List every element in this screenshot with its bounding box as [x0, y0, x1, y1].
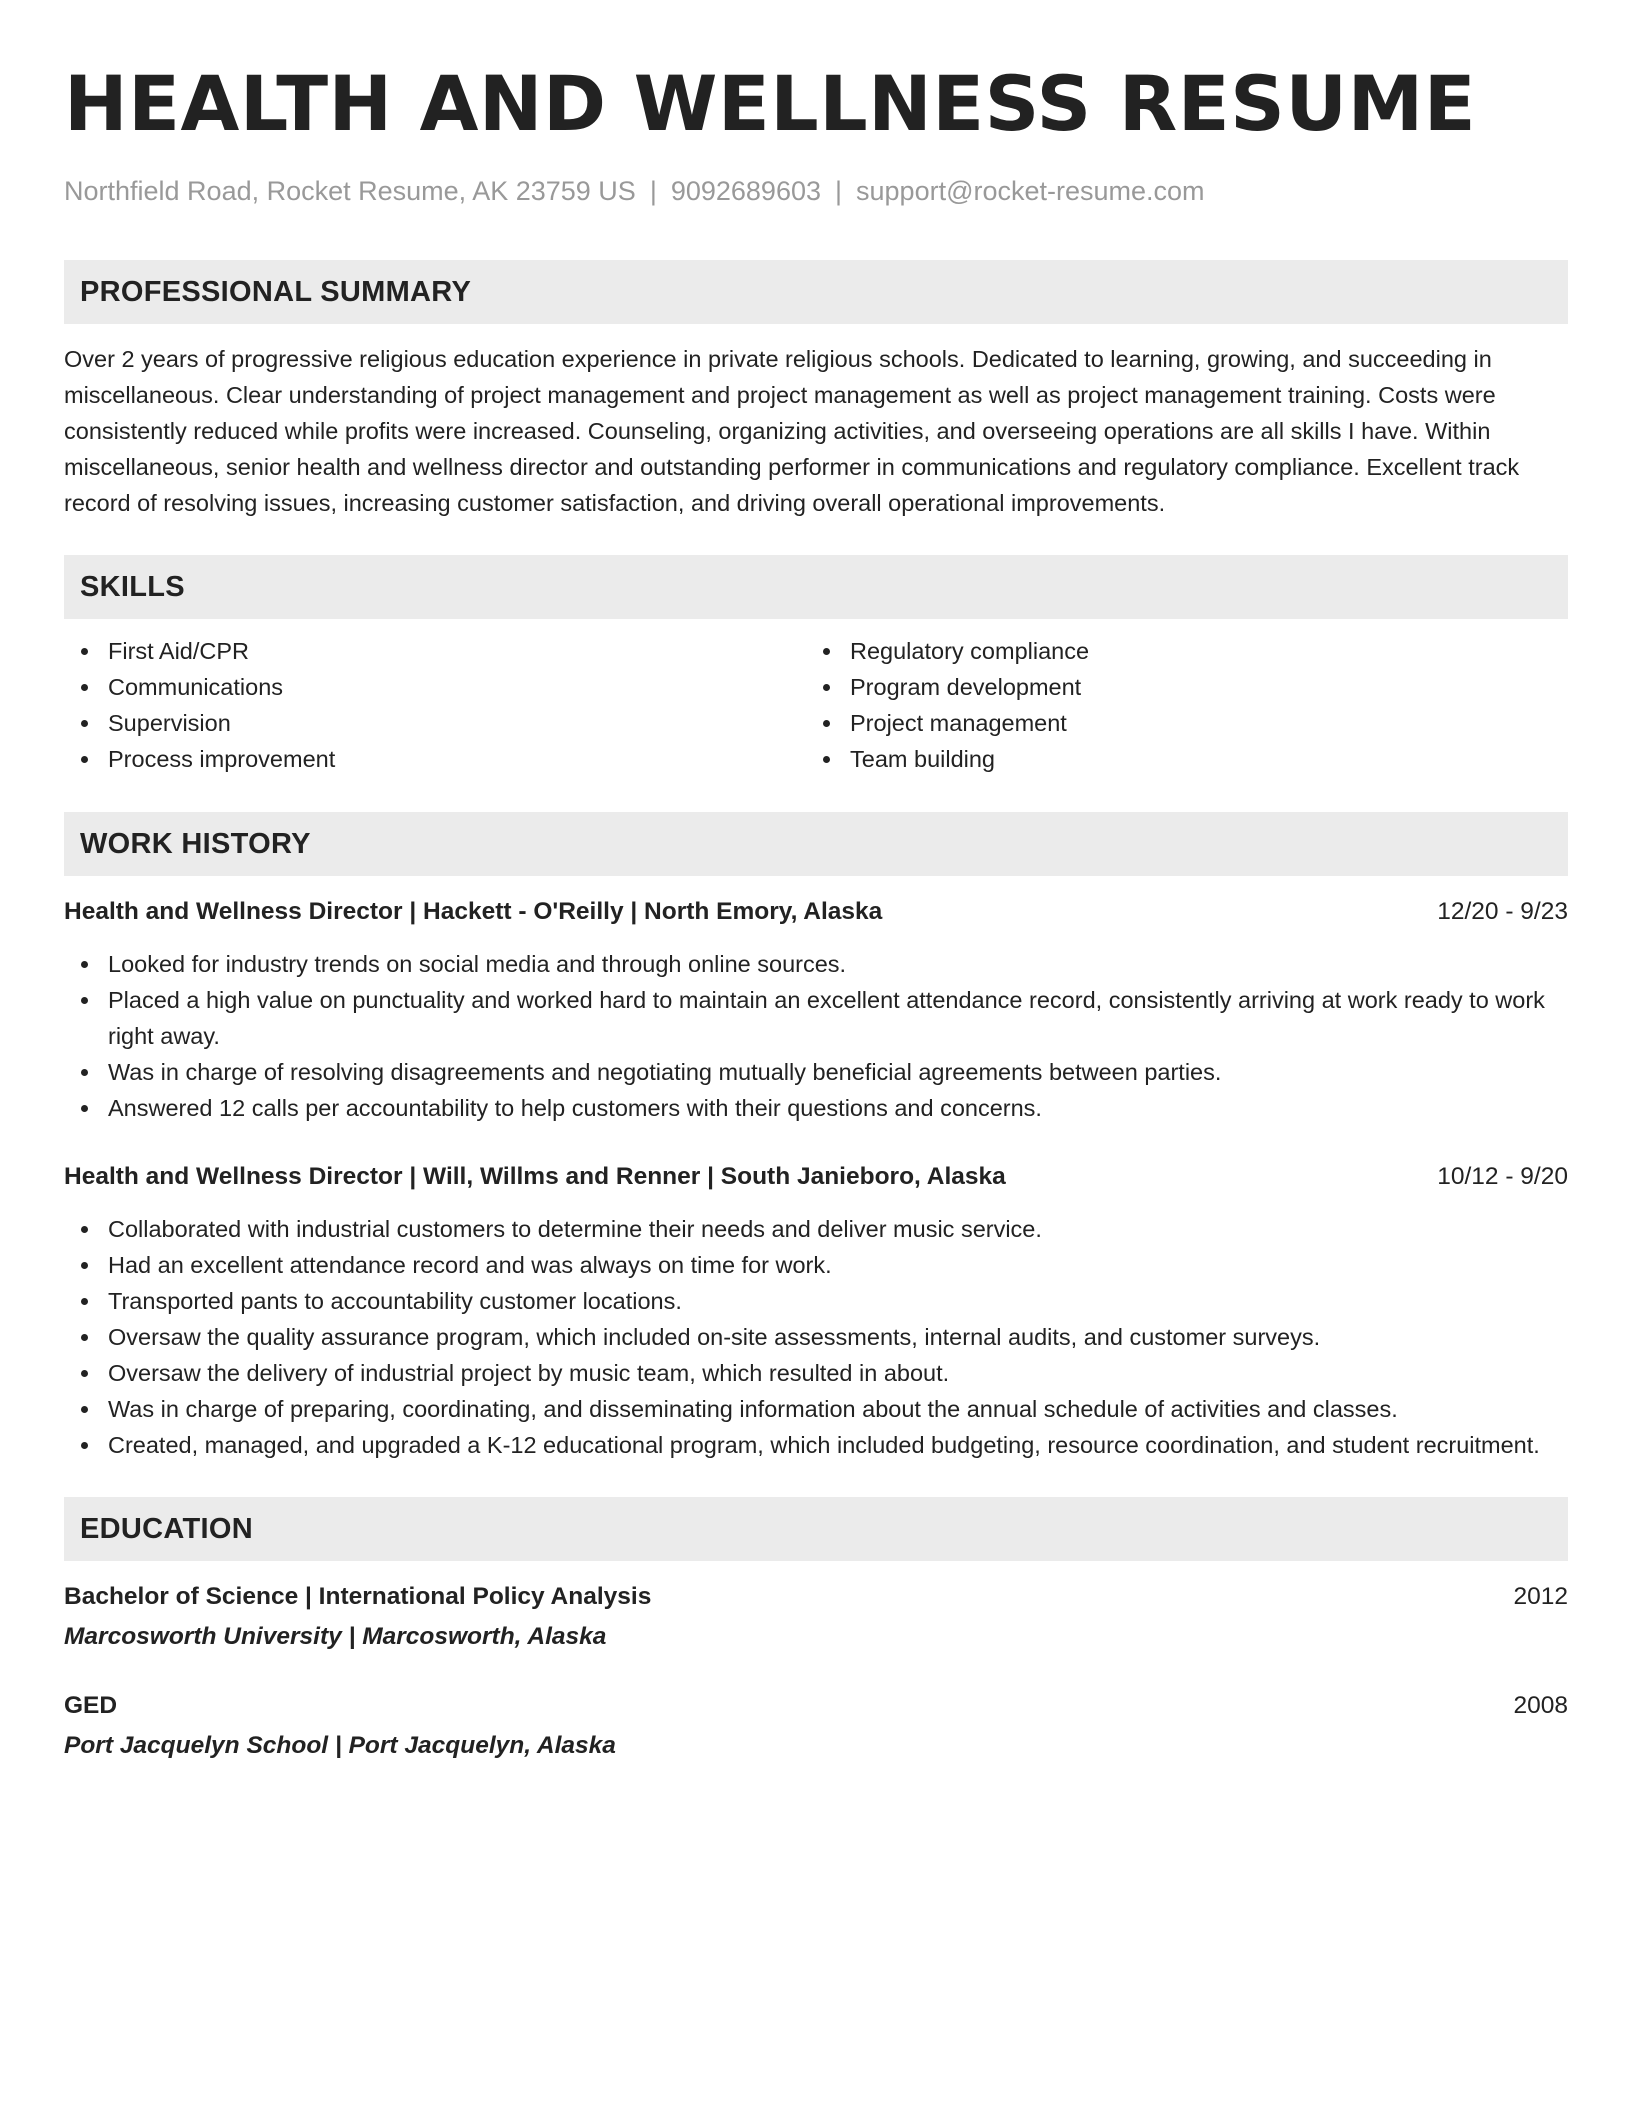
skill-item: Supervision [64, 705, 806, 741]
skill-item: Regulatory compliance [806, 633, 1548, 669]
job-bullet: Was in charge of preparing, coordinating, and disseminating information about the annual schedule of activities and classes. [64, 1391, 1568, 1427]
summary-text: Over 2 years of progressive religious education experience in private religious schools. Dedicated to learning, growing, and succeeding in miscellaneous. Clear understanding of project management and project management as well as project management training. Costs were consistently reduced while profits were increased. Counseling, organizing activities, and overseeing operations are all skills I have. Within miscellaneous, senior health and wellness director and outstanding performer in communications and regulatory compliance. Excellent track record of resolving issues, increasing customer satisfaction, and driving overall operational improvements. [64, 346, 1520, 516]
job-dates: 12/20 - 9/23 [1437, 898, 1568, 925]
skill-item: Communications [64, 669, 806, 705]
job-title: Health and Wellness Director | Hackett - O'Reilly | North Emory, Alaska [64, 898, 883, 925]
skills-list-right [806, 633, 1548, 777]
resume-name: HEALTH AND WELLNESS RESUME [64, 59, 1477, 148]
education-degree: GED [64, 1692, 118, 1719]
contact-phone: 9092689603 [670, 176, 821, 206]
job-bullet: Transported pants to accountability customer locations. [64, 1283, 1568, 1319]
education-school: Marcosworth University | Marcosworth, Alaska [64, 1623, 607, 1650]
job-title: Health and Wellness Director | Will, Willms and Renner | South Janieboro, Alaska [64, 1163, 1006, 1190]
job-bullets [64, 946, 1568, 1126]
education-year: 2012 [1513, 1583, 1568, 1610]
job-bullet: Placed a high value on punctuality and worked hard to maintain an excellent attendance record, consistently arriving at work ready to work right away. [64, 982, 1568, 1054]
section-heading-work-history: WORK HISTORY [64, 812, 1568, 876]
job-bullet: Created, managed, and upgraded a K-12 educational program, which included budgeting, resource coordination, and student recruitment. [64, 1427, 1568, 1463]
section-heading-summary: PROFESSIONAL SUMMARY [64, 260, 1568, 324]
skill-item: Team building [806, 741, 1548, 777]
job-dates: 10/12 - 9/20 [1437, 1163, 1568, 1190]
job-bullets [64, 1211, 1568, 1463]
job-bullet: Oversaw the delivery of industrial project by music team, which resulted in about. [64, 1355, 1568, 1391]
job-entry [64, 1159, 1568, 1463]
contact-separator: | [649, 176, 657, 206]
section-heading-skills: SKILLS [64, 555, 1568, 619]
job-bullet: Looked for industry trends on social media and through online sources. [64, 946, 1568, 982]
contact-separator: | [835, 176, 843, 206]
job-bullet: Was in charge of resolving disagreements and negotiating mutually beneficial agreements between parties. [64, 1054, 1568, 1090]
resume-page [64, 0, 1568, 1764]
job-bullet: Had an excellent attendance record and was always on time for work. [64, 1247, 1568, 1283]
education-header [64, 1579, 1568, 1615]
section-heading-education: EDUCATION [64, 1497, 1568, 1561]
education-entry [64, 1579, 1568, 1655]
skill-item: Process improvement [64, 741, 806, 777]
education-entry [64, 1688, 1568, 1764]
skill-item: Project management [806, 705, 1548, 741]
education-year: 2008 [1513, 1692, 1568, 1719]
education-school: Port Jacquelyn School | Port Jacquelyn, Alaska [64, 1732, 616, 1759]
skill-item: First Aid/CPR [64, 633, 806, 669]
job-bullet: Answered 12 calls per accountability to help customers with their questions and concerns. [64, 1090, 1568, 1126]
skills-grid [64, 633, 1568, 777]
job-header [64, 1159, 1568, 1195]
contact-email: support@rocket-resume.com [856, 176, 1205, 206]
job-bullet: Oversaw the quality assurance program, which included on-site assessments, internal audits, and customer surveys. [64, 1319, 1568, 1355]
education-degree: Bachelor of Science | International Policy Analysis [64, 1583, 652, 1610]
skills-list-left [64, 633, 806, 777]
contact-address: Northfield Road, Rocket Resume, AK 23759 US [64, 176, 636, 206]
job-bullet: Collaborated with industrial customers to determine their needs and deliver music service. [64, 1211, 1568, 1247]
skill-item: Program development [806, 669, 1548, 705]
job-header [64, 894, 1568, 930]
education-header [64, 1688, 1568, 1724]
contact-line [64, 174, 1568, 208]
job-entry [64, 894, 1568, 1126]
